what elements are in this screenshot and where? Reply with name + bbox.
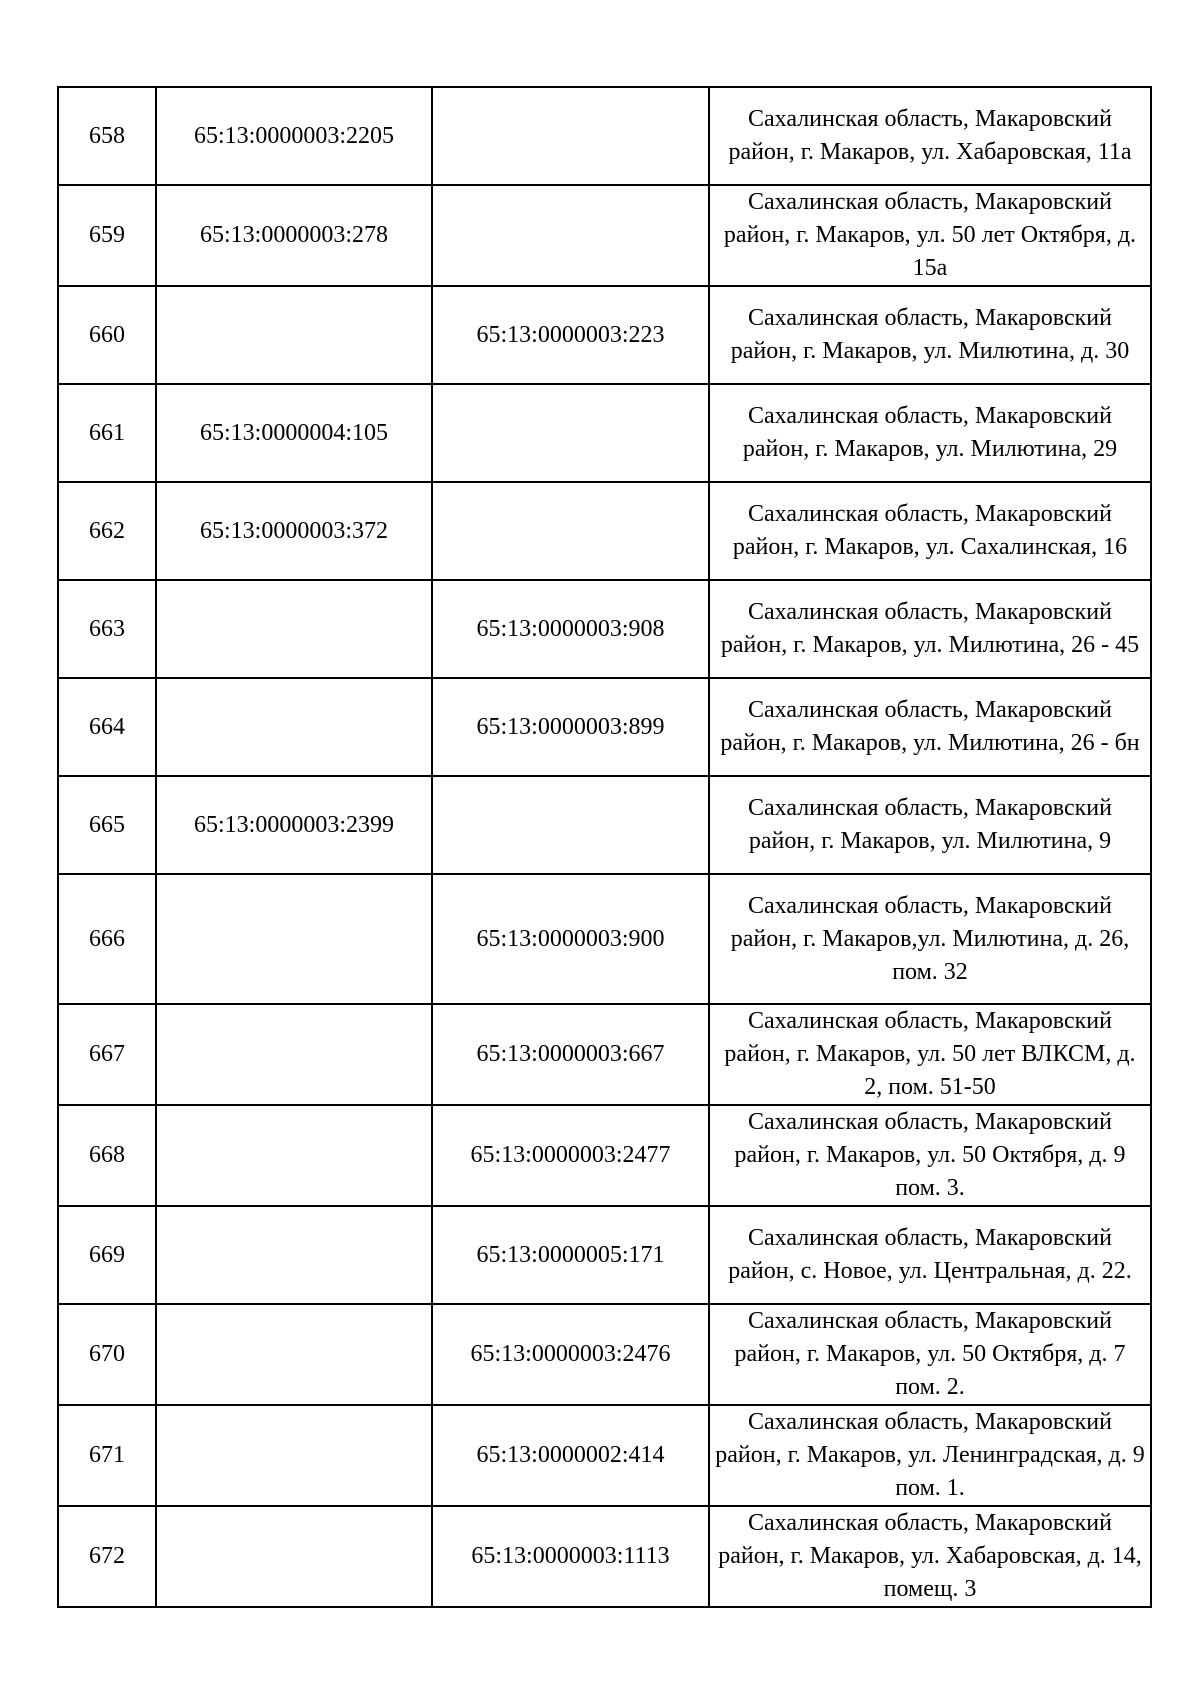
land-cadastral-number-cell: [156, 1206, 432, 1304]
object-cadastral-number-cell: 65:13:0000003:667: [432, 1004, 709, 1105]
land-cadastral-number-cell: [156, 1304, 432, 1405]
table-row: [58, 87, 1151, 185]
land-cadastral-number-cell: [156, 1506, 432, 1607]
table-row: [58, 384, 1151, 482]
object-cadastral-number-cell: [432, 87, 709, 185]
object-cadastral-number-cell: 65:13:0000003:899: [432, 678, 709, 776]
property-registry-table: [57, 86, 1152, 1608]
object-cadastral-number-cell: 65:13:0000002:414: [432, 1405, 709, 1506]
address-cell: Сахалинская область, Макаровский район, г. Макаров, ул. Милютина, д. 30: [709, 286, 1151, 384]
table-row: [58, 776, 1151, 874]
table-row: [58, 1506, 1151, 1607]
row-number-cell: 658: [58, 87, 156, 185]
land-cadastral-number-cell: [156, 580, 432, 678]
row-number-cell: 660: [58, 286, 156, 384]
address-cell: Сахалинская область, Макаровский район, г. Макаров, ул. Милютина, 29: [709, 384, 1151, 482]
row-number-cell: 659: [58, 185, 156, 286]
object-cadastral-number-cell: [432, 482, 709, 580]
object-cadastral-number-cell: 65:13:0000005:171: [432, 1206, 709, 1304]
address-cell: Сахалинская область, Макаровский район, г. Макаров, ул. 50 Октября, д. 9 пом. 3.: [709, 1105, 1151, 1206]
address-cell: Сахалинская область, Макаровский район, с. Новое, ул. Центральная, д. 22.: [709, 1206, 1151, 1304]
object-cadastral-number-cell: 65:13:0000003:908: [432, 580, 709, 678]
row-number-cell: 667: [58, 1004, 156, 1105]
table-body: [58, 87, 1151, 1607]
object-cadastral-number-cell: [432, 776, 709, 874]
address-cell: Сахалинская область, Макаровский район, г. Макаров, ул. Милютина, 26 - 45: [709, 580, 1151, 678]
table-row: [58, 874, 1151, 1004]
object-cadastral-number-cell: 65:13:0000003:223: [432, 286, 709, 384]
land-cadastral-number-cell: [156, 1105, 432, 1206]
table-row: [58, 286, 1151, 384]
address-cell: Сахалинская область, Макаровский район, г. Макаров, ул. Милютина, 26 - бн: [709, 678, 1151, 776]
table-row: [58, 1304, 1151, 1405]
land-cadastral-number-cell: 65:13:0000003:372: [156, 482, 432, 580]
land-cadastral-number-cell: 65:13:0000004:105: [156, 384, 432, 482]
row-number-cell: 666: [58, 874, 156, 1004]
land-cadastral-number-cell: 65:13:0000003:2205: [156, 87, 432, 185]
row-number-cell: 661: [58, 384, 156, 482]
object-cadastral-number-cell: [432, 384, 709, 482]
row-number-cell: 669: [58, 1206, 156, 1304]
row-number-cell: 670: [58, 1304, 156, 1405]
address-cell: Сахалинская область, Макаровский район, г. Макаров, ул. 50 лет Октября, д. 15а: [709, 185, 1151, 286]
address-cell: Сахалинская область, Макаровский район, г. Макаров, ул. 50 Октября, д. 7 пом. 2.: [709, 1304, 1151, 1405]
table-row: [58, 1004, 1151, 1105]
table-row: [58, 580, 1151, 678]
address-cell: Сахалинская область, Макаровский район, г. Макаров,ул. Милютина, д. 26, пом. 32: [709, 874, 1151, 1004]
address-cell: Сахалинская область, Макаровский район, г. Макаров, ул. Ленинградская, д. 9 пом. 1.: [709, 1405, 1151, 1506]
row-number-cell: 665: [58, 776, 156, 874]
table-row: [58, 482, 1151, 580]
row-number-cell: 662: [58, 482, 156, 580]
row-number-cell: 668: [58, 1105, 156, 1206]
land-cadastral-number-cell: [156, 286, 432, 384]
address-cell: Сахалинская область, Макаровский район, г. Макаров, ул. Милютина, 9: [709, 776, 1151, 874]
row-number-cell: 664: [58, 678, 156, 776]
address-cell: Сахалинская область, Макаровский район, г. Макаров, ул. Хабаровская, 11а: [709, 87, 1151, 185]
table-row: [58, 185, 1151, 286]
land-cadastral-number-cell: 65:13:0000003:278: [156, 185, 432, 286]
land-cadastral-number-cell: [156, 874, 432, 1004]
object-cadastral-number-cell: [432, 185, 709, 286]
row-number-cell: 663: [58, 580, 156, 678]
land-cadastral-number-cell: [156, 1405, 432, 1506]
table-row: [58, 678, 1151, 776]
object-cadastral-number-cell: 65:13:0000003:2476: [432, 1304, 709, 1405]
object-cadastral-number-cell: 65:13:0000003:1113: [432, 1506, 709, 1607]
object-cadastral-number-cell: 65:13:0000003:2477: [432, 1105, 709, 1206]
object-cadastral-number-cell: 65:13:0000003:900: [432, 874, 709, 1004]
row-number-cell: 672: [58, 1506, 156, 1607]
land-cadastral-number-cell: 65:13:0000003:2399: [156, 776, 432, 874]
address-cell: Сахалинская область, Макаровский район, г. Макаров, ул. Сахалинская, 16: [709, 482, 1151, 580]
table-row: [58, 1405, 1151, 1506]
address-cell: Сахалинская область, Макаровский район, г. Макаров, ул. 50 лет ВЛКСМ, д. 2, пом. 51-50: [709, 1004, 1151, 1105]
table-row: [58, 1206, 1151, 1304]
row-number-cell: 671: [58, 1405, 156, 1506]
address-cell: Сахалинская область, Макаровский район, г. Макаров, ул. Хабаровская, д. 14, помещ. 3: [709, 1506, 1151, 1607]
land-cadastral-number-cell: [156, 678, 432, 776]
table-row: [58, 1105, 1151, 1206]
land-cadastral-number-cell: [156, 1004, 432, 1105]
